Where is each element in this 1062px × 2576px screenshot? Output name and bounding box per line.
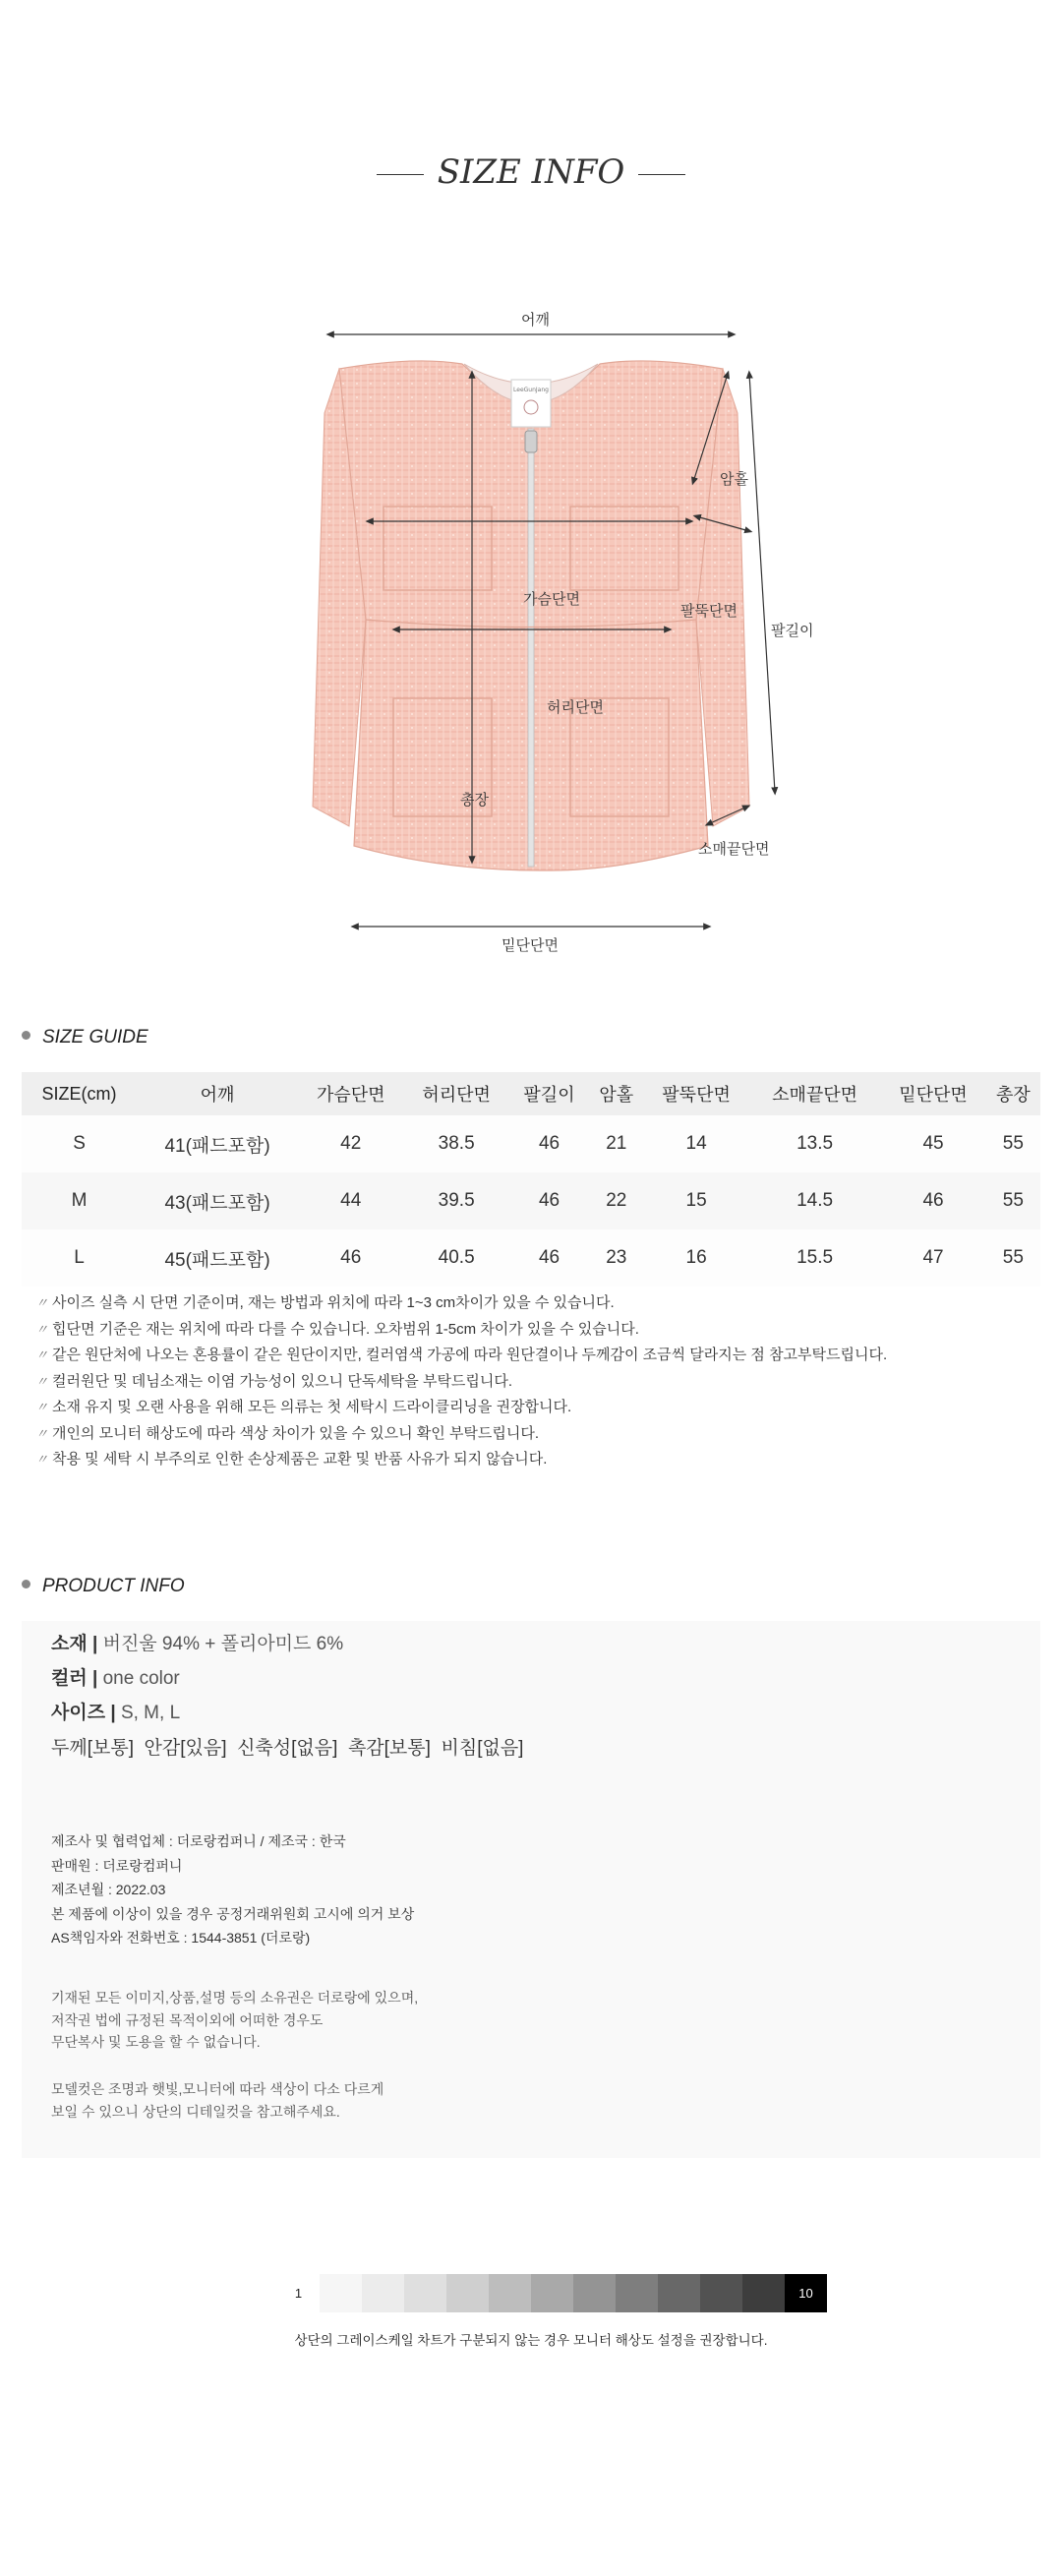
note-line xyxy=(35,1447,1029,1473)
material-line xyxy=(51,1629,343,1655)
sleeve-length-measure-line xyxy=(749,374,775,792)
table-cell: 55 xyxy=(986,1229,1040,1287)
note-text: 컬러원단 및 데님소재는 이염 가능성이 있으니 단독세탁을 부탁드립니다. xyxy=(52,1372,513,1390)
header-armhole: 암홀 xyxy=(589,1072,643,1115)
grayscale-swatch xyxy=(573,2274,616,2312)
table-cell: 15.5 xyxy=(749,1229,881,1287)
size-value: S, M, L xyxy=(115,1703,181,1723)
table-cell: 23 xyxy=(589,1229,643,1287)
copyright-line: 기재된 모든 이미지,상품,설명 등의 소유권은 더로랑에 있으며, xyxy=(51,1990,419,2006)
jacket-measurement-figure xyxy=(295,295,814,964)
maker-line: 판매원 : 더로랑컴퍼니 xyxy=(51,1857,183,1874)
maker-info xyxy=(51,1829,414,1950)
size-notes xyxy=(35,1290,1029,1473)
table-cell: 44 xyxy=(298,1172,403,1229)
table-cell: 46 xyxy=(509,1115,589,1172)
table-cell: 46 xyxy=(509,1172,589,1229)
grayscale-swatch xyxy=(531,2274,573,2312)
product-info-header xyxy=(22,1576,185,1605)
size-guide-title: SIZE GUIDE xyxy=(42,1027,148,1048)
header-upper-arm: 팔뚝단면 xyxy=(643,1072,748,1115)
label-armhole: 암홀 xyxy=(720,470,748,488)
attributes-line: 두께[보통] 안감[있음] 신축성[없음] 촉감[보통] 비침[없음] xyxy=(51,1738,524,1759)
table-cell: M xyxy=(22,1172,137,1229)
model-line: 모델컷은 조명과 햇빛,모니터에 따라 색상이 다소 다르게 xyxy=(51,2081,384,2097)
material-label: 소재 | xyxy=(51,1634,98,1654)
color-line xyxy=(51,1663,180,1690)
grayscale-swatch xyxy=(489,2274,531,2312)
table-cell: 38.5 xyxy=(403,1115,508,1172)
note-text: 착용 및 세탁 시 부주의로 인한 손상제품은 교환 및 반품 사유가 되지 않습니다. xyxy=(52,1451,548,1468)
note-line xyxy=(35,1290,1029,1317)
table-cell: 55 xyxy=(986,1115,1040,1172)
note-line xyxy=(35,1369,1029,1396)
table-cell: 42 xyxy=(298,1115,403,1172)
table-cell: 16 xyxy=(643,1229,748,1287)
note-line xyxy=(35,1317,1029,1344)
model-info xyxy=(51,2078,384,2123)
table-cell: 45(패드포함) xyxy=(137,1229,298,1287)
copyright-line: 무단복사 및 도용을 할 수 없습니다. xyxy=(51,2034,261,2050)
maker-line: 제조년월 : 2022.03 xyxy=(51,1882,166,1897)
grayscale-swatch xyxy=(446,2274,489,2312)
note-text: 소재 유지 및 오랜 사용을 위해 모든 의류는 첫 세탁시 드라이클리닝을 권장합니다. xyxy=(52,1399,572,1415)
header-sleeve-hem: 소매끝단면 xyxy=(749,1072,881,1115)
note-text: 힙단면 기준은 재는 위치에 따라 다를 수 있습니다. 오차범위 1-5cm 차이가 있을 수 있습니다. xyxy=(52,1320,639,1338)
label-hem: 밑단단면 xyxy=(502,936,559,954)
table-cell: L xyxy=(22,1229,137,1287)
note-mark-icon: 〃 xyxy=(35,1373,49,1389)
grayscale-swatch: 10 xyxy=(785,2274,827,2312)
table-cell: 14.5 xyxy=(749,1172,881,1229)
table-cell: 21 xyxy=(589,1115,643,1172)
grayscale-note: 상단의 그레이스케일 차트가 구분되지 않는 경우 모니터 해상도 설정을 권장합니다. xyxy=(294,2333,768,2348)
note-mark-icon: 〃 xyxy=(35,1425,49,1441)
header-size: SIZE(cm) xyxy=(22,1072,137,1115)
table-cell: 15 xyxy=(643,1172,748,1229)
title-rule-left xyxy=(377,174,424,175)
copyright-line: 저작권 법에 규정된 목적이외에 어떠한 경우도 xyxy=(51,2011,324,2028)
header-hem: 밑단단면 xyxy=(880,1072,985,1115)
table-cell: 13.5 xyxy=(749,1115,881,1172)
grayscale-swatch xyxy=(404,2274,446,2312)
grayscale-swatch xyxy=(320,2274,362,2312)
grayscale-swatch xyxy=(742,2274,785,2312)
header-chest: 가슴단면 xyxy=(298,1072,403,1115)
maker-line: 본 제품에 이상이 있을 경우 공정거래위원회 고시에 의거 보상 xyxy=(51,1905,415,1922)
zipper-pull xyxy=(525,431,537,452)
table-cell: 14 xyxy=(643,1115,748,1172)
table-cell: 46 xyxy=(880,1172,985,1229)
title-rule-right xyxy=(638,174,685,175)
grayscale-chart xyxy=(277,2274,827,2312)
label-shoulder: 어깨 xyxy=(521,311,550,329)
header-sleeve-length: 팔길이 xyxy=(509,1072,589,1115)
size-info-title xyxy=(0,152,1062,202)
maker-line: AS책임자와 전화번호 : 1544-3851 (더로랑) xyxy=(51,1930,311,1946)
copyright-info xyxy=(51,1987,418,2054)
size-table-header-row xyxy=(22,1072,1040,1115)
color-label: 컬러 | xyxy=(51,1668,98,1689)
table-cell: 40.5 xyxy=(403,1229,508,1287)
note-mark-icon: 〃 xyxy=(35,1348,49,1362)
table-cell: 43(패드포함) xyxy=(137,1172,298,1229)
color-value: one color xyxy=(97,1668,180,1689)
grayscale-swatch xyxy=(616,2274,658,2312)
note-mark-icon: 〃 xyxy=(35,1295,49,1310)
table-cell: 55 xyxy=(986,1172,1040,1229)
header-waist: 허리단면 xyxy=(403,1072,508,1115)
note-text: 같은 원단처에 나오는 혼용률이 같은 원단이지만, 컬러염색 가공에 따라 원단결이나 두께감이 조금씩 달라지는 점 참고부탁드립니다. xyxy=(52,1347,888,1363)
jacket-illustration xyxy=(295,295,806,964)
label-waist: 허리단면 xyxy=(547,698,604,716)
label-sleeve-hem: 소매끝단면 xyxy=(698,840,770,858)
grayscale-swatch xyxy=(658,2274,700,2312)
note-line xyxy=(35,1395,1029,1421)
grayscale-swatch: 1 xyxy=(277,2274,320,2312)
model-line: 보일 수 있으니 상단의 디테일컷을 참고해주세요. xyxy=(51,2103,340,2120)
note-line xyxy=(35,1343,1029,1369)
product-info-box xyxy=(22,1621,1040,2158)
table-cell: 46 xyxy=(509,1229,589,1287)
note-mark-icon: 〃 xyxy=(35,1321,49,1337)
table-cell: 46 xyxy=(298,1229,403,1287)
note-text: 개인의 모니터 해상도에 따라 색상 차이가 있을 수 있으니 확인 부탁드립니다. xyxy=(52,1424,540,1442)
table-cell: 41(패드포함) xyxy=(137,1115,298,1172)
bullet-dot-icon xyxy=(22,1580,30,1588)
table-row xyxy=(22,1229,1040,1287)
note-mark-icon: 〃 xyxy=(35,1400,49,1414)
table-row xyxy=(22,1172,1040,1229)
grayscale-swatch xyxy=(700,2274,742,2312)
product-info-title: PRODUCT INFO xyxy=(42,1576,185,1596)
header-shoulder: 어깨 xyxy=(137,1072,298,1115)
size-guide-header xyxy=(22,1027,148,1056)
size-line xyxy=(51,1698,180,1724)
size-table xyxy=(22,1072,1040,1287)
table-cell: S xyxy=(22,1115,137,1172)
label-sleeve-length: 팔길이 xyxy=(771,622,814,639)
note-text: 사이즈 실측 시 단면 기준이며, 재는 방법과 위치에 따라 1~3 cm차이가 있을 수 있습니다. xyxy=(52,1294,615,1311)
size-info-title-text: SIZE INFO xyxy=(437,152,625,192)
maker-line: 제조사 및 협력업체 : 더로랑컴퍼니 / 제조국 : 한국 xyxy=(51,1833,346,1849)
grayscale-swatch xyxy=(362,2274,404,2312)
header-total-length: 총장 xyxy=(986,1072,1040,1115)
label-chest: 가슴단면 xyxy=(523,590,580,608)
note-mark-icon: 〃 xyxy=(35,1452,49,1467)
size-label: 사이즈 | xyxy=(51,1703,116,1723)
table-cell: 39.5 xyxy=(403,1172,508,1229)
zipper xyxy=(528,429,534,867)
note-line xyxy=(35,1421,1029,1448)
material-value: 버진울 94% + 폴리아미드 6% xyxy=(97,1634,344,1654)
table-cell: 22 xyxy=(589,1172,643,1229)
label-upper-arm: 팔뚝단면 xyxy=(680,602,738,620)
table-row xyxy=(22,1115,1040,1172)
label-total-length: 총장 xyxy=(460,791,489,809)
bullet-dot-icon xyxy=(22,1031,30,1040)
table-cell: 47 xyxy=(880,1229,985,1287)
table-cell: 45 xyxy=(880,1115,985,1172)
brand-tag-text: LeeGunJang xyxy=(513,387,549,393)
